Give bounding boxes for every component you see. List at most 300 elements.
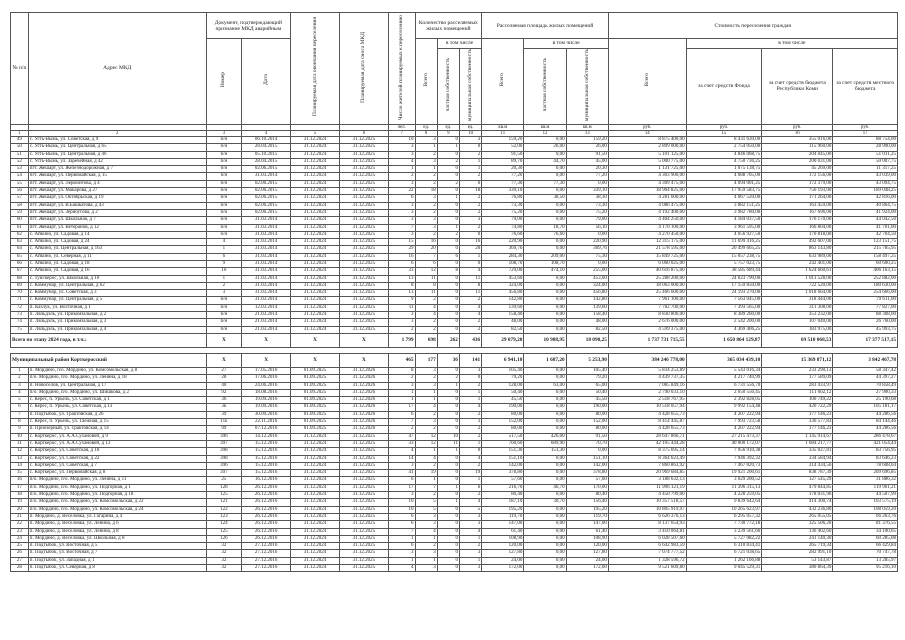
table-cell: 334 584,94 (762, 455, 833, 462)
table-cell: 31.12.2024 (291, 499, 340, 506)
table-cell: 31.12.2024 (291, 188, 340, 195)
table-cell: 31.12.2026 (339, 382, 388, 389)
table-cell: 31.12.2024 (291, 136, 340, 143)
table-cell: 1 (437, 195, 459, 202)
table-cell: 41 924,00 (833, 209, 898, 216)
table-cell: 25 (11, 543, 29, 550)
table-cell: 0,00 (566, 180, 608, 187)
table-cell: 18,70 (524, 224, 566, 231)
table-cell: 15.12.2016 (242, 448, 291, 455)
unit-cell: кв.м (566, 124, 608, 130)
table-cell: 02.06.2015 (242, 209, 291, 216)
table-cell: 6 (459, 484, 481, 491)
table-cell: 3 (388, 319, 415, 326)
table-cell: 31.12.2025 (339, 477, 388, 484)
summary-cell: 18 090,25 (566, 333, 608, 347)
resettlement-table (10, 12, 898, 572)
table-cell: 31.03.2014 (242, 231, 291, 238)
table-cell: 11 996 121,19 (608, 484, 686, 491)
table-cell: 0,00 (524, 202, 566, 209)
table-cell: 0,00 (524, 419, 566, 426)
table-cell: 31.12.2025 (339, 484, 388, 491)
table-cell: 18.08.2016 (242, 389, 291, 396)
table-cell: б/н (206, 312, 242, 319)
table-cell: 59 (11, 209, 29, 216)
table-cell: 31.12.2024 (291, 528, 340, 535)
table-cell: 28.04.2015 (242, 158, 291, 165)
table-cell: 152,00 (566, 419, 608, 426)
table-cell: 31.03.2014 (242, 246, 291, 253)
table-cell: 18 (459, 188, 481, 195)
table-cell: 15.12.2016 (242, 470, 291, 477)
table-cell: 31.12.2024 (291, 209, 340, 216)
table-cell: 314 434,56 (762, 462, 833, 469)
table-cell: 426,00 (524, 433, 566, 440)
table-cell: 41 (388, 470, 415, 477)
table-cell: 158 497,25 (833, 253, 898, 260)
district-label: Муниципальный район Корткеросский (11, 353, 207, 367)
table-cell: 0 (437, 492, 459, 499)
table-cell: б/н (206, 195, 242, 202)
table-cell: 84 144,46 (833, 419, 898, 426)
table-row (11, 477, 898, 484)
table-cell: 79,20 (482, 375, 524, 382)
table-cell: 0 (437, 290, 459, 297)
table-cell: 01.09.2025 (291, 389, 340, 396)
table-cell: 21 (11, 513, 29, 520)
table-cell: 0 (437, 136, 459, 143)
table-cell: 67 (11, 268, 29, 275)
table-cell: 31.12.2024 (291, 462, 340, 469)
header-doc-number: Номер (206, 39, 242, 125)
table-row (11, 188, 898, 195)
table-cell: 66 (11, 261, 29, 268)
table-cell: 44 286,56 (833, 411, 898, 418)
table-cell: 151,30 (524, 448, 566, 455)
table-cell: 158,40 (566, 312, 608, 319)
table-cell: 453,60 (566, 275, 608, 282)
table-cell: 31.12.2025 (339, 144, 388, 151)
table-cell: 20 969 684,85 (608, 470, 686, 477)
table-cell: 7 (415, 484, 437, 491)
table-cell: 28.04.2015 (242, 144, 291, 151)
table-cell: 216,70 (482, 484, 524, 491)
table-cell: 6 (388, 543, 415, 550)
table-cell: 456,80 (482, 290, 524, 297)
table-cell: 125 (206, 528, 242, 535)
table-cell: 172 156,00 (762, 173, 833, 180)
table-cell: 27 215 473,37 (686, 433, 762, 440)
table-cell: 2 (415, 209, 437, 216)
table-cell: 122 (206, 506, 242, 513)
table-cell: 79 611,00 (833, 297, 898, 304)
table-cell: 75,20 (482, 209, 524, 216)
table-cell: 3 (415, 550, 437, 557)
table-cell: 31 886,32 (833, 477, 898, 484)
table-cell: 27.12.2016 (242, 550, 291, 557)
table-cell: б/н (206, 304, 242, 311)
table-cell: 0,00 (524, 217, 566, 224)
table-cell: 02.06.2015 (242, 188, 291, 195)
district-cell: X (339, 353, 388, 367)
column-number: 16 (762, 130, 833, 136)
table-cell: 0 (437, 477, 459, 484)
table-cell: 6 731 556,70 (686, 382, 762, 389)
table-cell: 171 264,00 (762, 195, 833, 202)
table-cell: 10 265 623,97 (686, 506, 762, 513)
table-cell: 16 (11, 477, 29, 484)
table-cell: 31.12.2026 (339, 375, 388, 382)
table-cell: 63,00 (524, 382, 566, 389)
table-cell: 353 232,00 (762, 312, 833, 319)
table-cell: 13 (388, 290, 415, 297)
table-cell: 167 696,00 (762, 209, 833, 216)
table-cell: 10 (388, 136, 415, 143)
table-cell: б/н (206, 173, 242, 180)
table-cell: 76,60 (482, 231, 524, 238)
header-area-total: Всего (482, 39, 524, 125)
table-cell: 62 (11, 231, 29, 238)
table-cell: 166 804,00 (762, 224, 833, 231)
table-cell: 31.12.2024 (291, 166, 340, 173)
table-cell: 6 642 983,59 (608, 543, 686, 550)
table-cell: 3 (388, 382, 415, 389)
table-row (11, 195, 898, 202)
table-row (11, 462, 898, 469)
table-row (11, 543, 898, 550)
table-cell: 01.09.2025 (291, 397, 340, 404)
table-cell: 57,60 (566, 477, 608, 484)
table-cell: 378,80 (566, 470, 608, 477)
table-cell: 31.12.2024 (291, 195, 340, 202)
table-cell: 2 (459, 326, 481, 333)
table-cell: 190,00 (482, 404, 524, 411)
table-cell: 77 827,00 (833, 304, 898, 311)
table-cell: 2 (459, 151, 481, 158)
table-cell: с. Усть-Вымь, ул. Центральная, д 65 (28, 144, 206, 151)
table-cell: 73,30 (566, 202, 608, 209)
table-cell: 3 (415, 158, 437, 165)
table-cell: 31.03.2014 (242, 275, 291, 282)
table-cell: 474,10 (524, 268, 566, 275)
column-number: 1 (11, 130, 29, 136)
table-cell: 123 151,75 (833, 239, 898, 246)
table-cell: 1 (459, 440, 481, 447)
table-cell: 2 (459, 462, 481, 469)
table-row (11, 268, 898, 275)
table-cell: 396 (206, 462, 242, 469)
table-cell: 4 450 799,00 (608, 492, 686, 499)
table-cell: 79,00 (566, 217, 608, 224)
table-cell: 2 392 828,05 (686, 397, 762, 404)
table-cell: 3 (388, 550, 415, 557)
table-cell: 108,70 (524, 261, 566, 268)
table-cell: 10 (388, 499, 415, 506)
table-cell: 75,20 (566, 209, 608, 216)
table-cell: 4 (459, 528, 481, 535)
table-cell: 283 433,97 (762, 382, 833, 389)
table-cell: 5 000 775,00 (608, 158, 686, 165)
table-cell: 4 217 740,99 (686, 375, 762, 382)
table-cell: 52,00 (482, 144, 524, 151)
table-cell: 339,10 (482, 188, 524, 195)
table-cell: 233 290,13 (762, 367, 833, 374)
table-cell: 27 (206, 367, 242, 374)
table-cell: 31.12.2025 (339, 217, 388, 224)
table-row (11, 180, 898, 187)
table-row (11, 319, 898, 326)
table-cell: 1 (459, 535, 481, 542)
table-cell: 5 757 023,75 (686, 261, 762, 268)
header-address: Адрес МКД (28, 13, 206, 125)
table-cell: 34 100,65 (833, 528, 898, 535)
table-cell: 7 860 863,92 (608, 462, 686, 469)
table-cell: 2 (415, 231, 437, 238)
table-cell: 2 (415, 326, 437, 333)
table-cell: 8 414 445,87 (608, 419, 686, 426)
header-premises-private: частная собственность (437, 49, 459, 125)
table-cell: 36 (206, 397, 242, 404)
table-cell: 31.12.2025 (339, 231, 388, 238)
table-cell: 7 993 723,58 (686, 419, 762, 426)
table-cell: 70 (11, 290, 29, 297)
table-cell: 42 105 444,28 (608, 440, 686, 447)
table-cell: 139,60 (566, 304, 608, 311)
table-cell: 30.09.2016 (242, 411, 291, 418)
table-cell: 397 (206, 470, 242, 477)
table-cell: 38 585 689,44 (686, 268, 762, 275)
district-cell: X (206, 353, 242, 367)
table-cell: 9 (206, 261, 242, 268)
table-cell: 16.12.2016 (242, 477, 291, 484)
table-cell: 0,00 (524, 173, 566, 180)
table-cell: 31.12.2024 (291, 312, 340, 319)
table-cell: 02.06.2015 (242, 202, 291, 209)
table-cell: 66 263,76 (833, 513, 898, 520)
table-cell: 3 (388, 312, 415, 319)
table-cell: 24.06.2016 (242, 382, 291, 389)
table-cell: 108,70 (482, 261, 524, 268)
table-cell: с. Айкино, ул. Садовая, д 24 (28, 239, 206, 246)
table-cell: 31.12.2024 (291, 231, 340, 238)
table-row (11, 492, 898, 499)
table-cell: 10 (388, 506, 415, 513)
table-cell: 39 (206, 411, 242, 418)
table-cell: 56,10 (566, 224, 608, 231)
table-cell: 2 (11, 375, 29, 382)
table-cell: 4 (459, 312, 481, 319)
table-cell: 189 048,25 (833, 188, 898, 195)
table-cell: б/н (206, 180, 242, 187)
table-cell: 3к (206, 404, 242, 411)
table-cell: 1 (415, 389, 437, 396)
table-cell: 26.12.2016 (242, 535, 291, 542)
table-cell: 41 701,00 (833, 224, 898, 231)
table-cell: 4 (415, 528, 437, 535)
table-cell: 07.12.2016 (242, 426, 291, 433)
table-cell: 56 (11, 188, 29, 195)
table-cell: п. Мордино, д. Веселовка, ул. Ленина, д 6 (28, 521, 206, 528)
table-cell: 51 011,25 (833, 151, 898, 158)
district-cell: 465 (388, 353, 415, 367)
table-cell: 0 (437, 389, 459, 396)
table-cell: 31.12.2025 (339, 462, 388, 469)
table-cell: 220,90 (566, 239, 608, 246)
table-cell: 21 578 595,00 (608, 246, 686, 253)
table-cell: 1 684 217,77 (762, 440, 833, 447)
table-cell: 3 (388, 151, 415, 158)
table-cell: 31.12.2025 (339, 239, 388, 246)
table-cell: 4 270 450,00 (608, 231, 686, 238)
table-cell: 50 (11, 144, 29, 151)
table-cell: 31.12.2024 (291, 282, 340, 289)
table-cell: 31.03.2014 (242, 261, 291, 268)
header-planned-resettlement: Планируемая дата окончания переселения (291, 13, 340, 125)
table-cell: 0 (437, 535, 459, 542)
district-row (11, 353, 898, 367)
column-number: 11 (482, 130, 524, 136)
table-cell: 14 (11, 462, 29, 469)
table-cell: 4 750 736,25 (686, 158, 762, 165)
table-cell: 123 (206, 513, 242, 520)
unit-cell: кв.м (482, 124, 524, 130)
table-cell: 71 (11, 297, 29, 304)
table-cell: 31.12.2025 (339, 282, 388, 289)
table-cell: 24,00 (482, 557, 524, 564)
table-cell: 120,00 (482, 543, 524, 550)
table-cell: 12 (11, 448, 29, 455)
table-cell: 265 055,05 (762, 513, 833, 520)
table-cell: 1 (415, 397, 437, 404)
table-cell: 6 (388, 261, 415, 268)
table-row (11, 397, 898, 404)
table-row (11, 499, 898, 506)
table-cell: 25 288 200,00 (608, 275, 686, 282)
table-cell: 31.12.2024 (291, 506, 340, 513)
table-cell: 31.12.2024 (291, 484, 340, 491)
table-cell: 31.12.2025 (339, 253, 388, 260)
table-cell: 3 (459, 419, 481, 426)
table-cell: 4 (415, 455, 437, 462)
table-cell: 31.12.2024 (291, 455, 340, 462)
table-cell: 17 159 850,00 (686, 282, 762, 289)
table-cell: 139,60 (482, 304, 524, 311)
table-cell: 0 (437, 557, 459, 564)
table-cell: 14 (388, 455, 415, 462)
table-cell: 8 (388, 367, 415, 374)
table-cell: 26.12.2016 (242, 521, 291, 528)
table-cell: 107 040,00 (762, 319, 833, 326)
table-cell: 31.12.2025 (339, 564, 388, 571)
table-cell: 31.03.2014 (242, 217, 291, 224)
table-cell: 75 (11, 326, 29, 333)
table-cell: 176 170,00 (762, 217, 833, 224)
table-cell: п/о. Мордино, п/о. Мордино, ул. Комсомольская, д 22 (28, 499, 206, 506)
table-cell: 0,00 (566, 261, 608, 268)
table-cell: 339,10 (566, 188, 608, 195)
table-cell: 31.12.2025 (339, 528, 388, 535)
table-cell: 31.12.2024 (291, 268, 340, 275)
table-cell: 32 (206, 550, 242, 557)
table-cell: 44 397,27 (833, 375, 898, 382)
table-cell: 9 839 642,64 (686, 499, 762, 506)
table-cell: 1 (388, 389, 415, 396)
table-cell: 0,00 (524, 209, 566, 216)
table-cell: 2 (415, 151, 437, 158)
table-cell: 8 431 630,00 (686, 136, 762, 143)
table-cell: 209,00 (524, 253, 566, 260)
table-cell: 28 (11, 564, 29, 571)
table-cell: 1 (388, 535, 415, 542)
table-cell: б/н (206, 188, 242, 195)
table-cell: 1 (459, 253, 481, 260)
table-cell: 1 (388, 557, 415, 564)
table-cell: 6 (388, 521, 415, 528)
table-cell: 6 (388, 513, 415, 520)
table-cell: 79,00 (482, 217, 524, 224)
table-cell: 2 (459, 433, 481, 440)
table-cell: 31.03.2014 (242, 268, 291, 275)
table-cell: 61,40 (482, 528, 524, 535)
table-cell: 2 (459, 382, 481, 389)
table-cell: 163 459,00 (762, 202, 833, 209)
table-cell: 79,20 (566, 375, 608, 382)
table-cell: 0,00 (524, 564, 566, 571)
table-cell: 4 846 068,75 (686, 151, 762, 158)
table-cell: 7 074 777,52 (608, 550, 686, 557)
table-cell: 11 (11, 440, 29, 447)
table-cell: пгт. Жешарт, ул. Ветеранов, д 12 (28, 224, 206, 231)
table-cell: 172 379,00 (762, 180, 833, 187)
table-cell: 2 (437, 231, 459, 238)
table-cell: 81 376,55 (833, 521, 898, 528)
table-cell: 215 785,95 (833, 246, 898, 253)
table-cell: п. Казлук, ул. Восточная, д 1 (28, 304, 206, 311)
table-cell: 335 027,81 (762, 448, 833, 455)
table-row (11, 261, 898, 268)
table-cell: 20 (415, 246, 437, 253)
table-cell: 51 (11, 151, 29, 158)
table-cell: 2 (415, 492, 437, 499)
table-cell: 43 039,00 (833, 173, 898, 180)
table-cell: с. Коммунар, ул. Советская, д 3 (28, 290, 206, 297)
table-cell: 31.12.2025 (339, 543, 388, 550)
table-cell: 31.03.2014 (242, 253, 291, 260)
table-cell: 78 608,64 (833, 462, 898, 469)
table-cell: 40 864,75 (833, 202, 898, 209)
table-row (11, 224, 898, 231)
table-cell: 456,80 (566, 290, 608, 297)
table-cell: 31.12.2024 (291, 557, 340, 564)
table-cell: 6 (388, 411, 415, 418)
table-cell: 48,00 (482, 319, 524, 326)
table-cell: 15 (11, 470, 29, 477)
table-cell: 0,00 (524, 513, 566, 520)
table-cell: 421 054,44 (833, 440, 898, 447)
table-cell: пгт. Жешарт, ул. Макарова, д 27 (28, 188, 206, 195)
table-cell: 4 (388, 564, 415, 571)
table-cell: 88 754,00 (833, 136, 898, 143)
table-cell: 74,80 (482, 224, 524, 231)
table-cell: 1 (437, 448, 459, 455)
table-cell: 4 (388, 448, 415, 455)
table-cell: 31.12.2025 (339, 506, 388, 513)
table-cell: 57,60 (482, 477, 524, 484)
column-number: 17 (833, 130, 898, 136)
table-cell: 378,80 (482, 470, 524, 477)
table-cell: п/о. Мордино, п/о. Мордино, ул. Подгорная, д 18 (28, 492, 206, 499)
table-cell: 26 760,00 (833, 319, 898, 326)
